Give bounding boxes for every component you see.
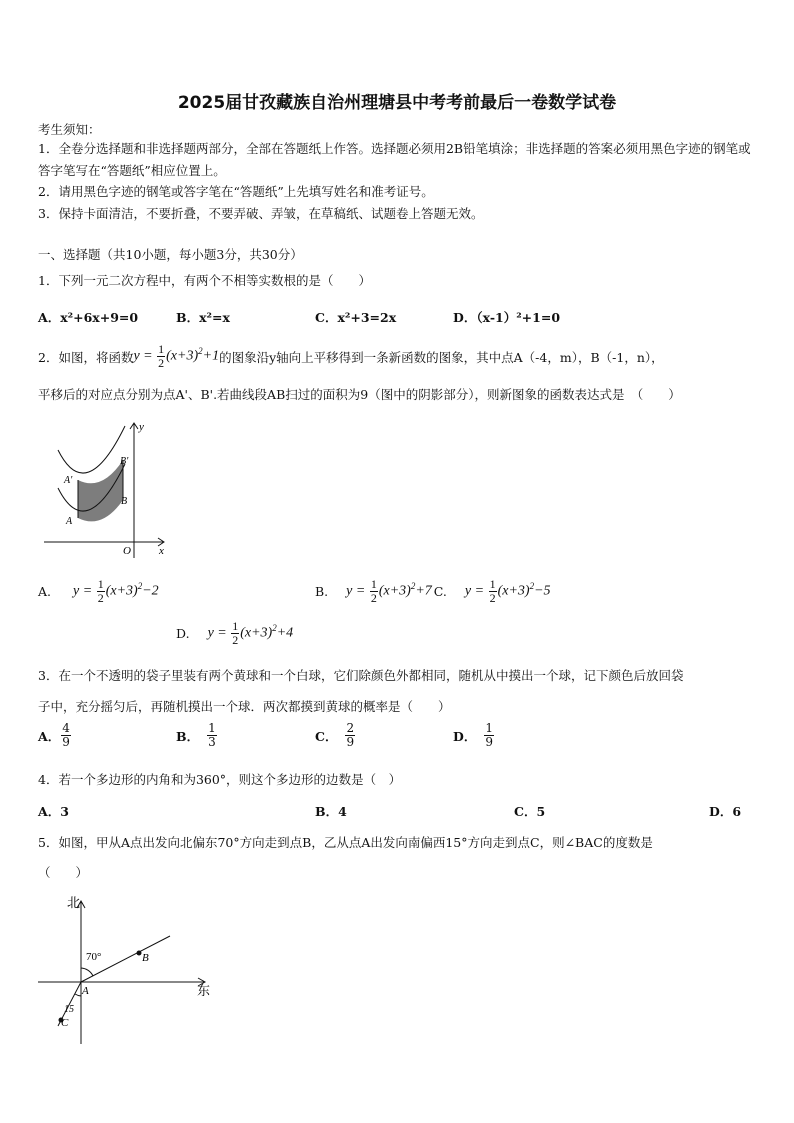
tail: +4 (276, 625, 294, 641)
frac-den: 2 (232, 633, 239, 647)
square-exponent: 2 (529, 581, 535, 592)
square-term: (x+3) (497, 583, 530, 599)
half-fraction (157, 343, 165, 370)
option-label: B． (176, 728, 200, 744)
section-heading: 一、选择题（共10小题，每小题3分，共30分） (38, 247, 303, 262)
frac-den: 3 (208, 735, 216, 749)
label-y: y (139, 421, 144, 433)
frac-num: 1 (489, 577, 496, 591)
label-b-prime: B' (120, 456, 129, 467)
notice-heading: 考生须知： (38, 122, 101, 137)
q2-stem-line2: 平移后的对应点分别为点A'、B'.若曲线段AB扫过的面积为9（图中的阴影部分），则新图象的函数表达式是 （ ） (38, 387, 681, 402)
frac-den: 2 (489, 591, 496, 605)
frac-num: 2 (346, 721, 355, 735)
frac-den: 9 (62, 735, 70, 749)
frac-num: 1 (370, 577, 377, 591)
label-origin: O (123, 545, 131, 557)
frac-den: 9 (485, 735, 493, 749)
q3-option-b (176, 722, 218, 749)
q4-stem: 4．若一个多边形的内角和为360°，则这个多边形的边数是（ ） (38, 772, 402, 787)
frac-num: 1 (208, 721, 216, 735)
option-expression (346, 578, 432, 605)
upper-parabola (58, 426, 125, 473)
q1-option-a: A．x²+6x+9=0 (38, 310, 139, 325)
square-exponent: 2 (198, 346, 203, 357)
square-term: (x+3) (240, 625, 273, 641)
option-c-expression (465, 578, 551, 605)
label-north: 北 (67, 895, 81, 910)
frac-den: 2 (97, 591, 104, 605)
option-fraction (484, 722, 494, 749)
angle-arc-15 (75, 994, 81, 996)
option-fraction (207, 722, 217, 749)
tail: −5 (534, 583, 551, 599)
label-c: C (61, 1017, 69, 1029)
square-exponent: 2 (137, 581, 143, 592)
q2-option-a (38, 578, 159, 605)
frac-den: 2 (158, 356, 165, 370)
square-term: (x+3) (105, 583, 138, 599)
notice-item-3: 3．保持卡面清洁，不要折叠，不要弄破、弄皱，在草稿纸、试题卷上答题无效。 (38, 206, 484, 221)
tail: +7 (415, 583, 432, 599)
label-east: 东 (197, 983, 211, 998)
frac-num: 1 (485, 721, 493, 735)
square-term: (x+3) (378, 583, 411, 599)
q2-stem (38, 343, 664, 370)
q1-option-c: C．x²+3=2x (315, 310, 397, 325)
option-label: A． (38, 728, 61, 744)
q2-function-expression (133, 343, 219, 370)
label-a-prime: A' (64, 475, 73, 486)
label-x: x (159, 545, 164, 557)
y-eq: y = (133, 348, 153, 364)
q2-stem-pre: 2．如图，将函数 (38, 349, 134, 365)
q4-option-a: A．3 (38, 804, 69, 819)
q3-stem-line2: 子中，充分摇匀后，再随机摸出一个球．两次都摸到黄球的概率是（ ） (38, 699, 451, 714)
y-eq: y = (346, 583, 366, 599)
page-title: 2025届甘孜藏族自治州理塘县中考考前最后一卷数学试卷 (177, 93, 617, 113)
half-fraction (370, 578, 378, 605)
tail: −2 (142, 583, 159, 599)
frac-num: 1 (232, 619, 239, 633)
q4-option-d: D．6 (709, 804, 742, 819)
y-eq: y = (464, 583, 485, 599)
frac-num: 1 (158, 342, 165, 356)
label-b: B (121, 496, 128, 507)
square-exponent: 2 (272, 623, 277, 634)
q3-option-a (38, 722, 72, 749)
point-b (137, 951, 142, 956)
label-b: B (142, 952, 149, 964)
q4-option-b: B．4 (315, 804, 347, 819)
notice-item-2: 2．请用黑色字迹的钢笔或答字笔在“答题纸”上先填写姓名和准考证号。 (38, 184, 434, 199)
q1-stem: 1．下列一元二次方程中，有两个不相等实数根的是（ ） (38, 273, 371, 288)
q2-option-d (176, 620, 293, 647)
shaded-region (78, 460, 123, 521)
q2-parabola-figure (38, 418, 178, 563)
option-expression (73, 578, 159, 605)
frac-num: 1 (97, 577, 104, 591)
option-fraction (61, 722, 71, 749)
q2-option-b (315, 578, 551, 605)
label-angle-15: 15 (64, 1004, 74, 1015)
q3-stem-line1: 3．在一个不透明的袋子里装有两个黄球和一个白球，它们除颜色外都相同，随机从中摸出一个球，记下颜色后放回袋 (38, 668, 684, 683)
half-fraction (97, 578, 105, 605)
option-label: A. (38, 584, 52, 599)
option-label: D. (176, 626, 190, 641)
y-eq: y = (207, 625, 227, 641)
angle-arc-70 (81, 968, 93, 976)
option-label: B. (315, 584, 329, 599)
half-fraction (231, 620, 239, 647)
q5-stem: 5．如图，甲从A点出发向北偏东70°方向走到点B，乙从点A出发向南偏西15°方向走到点C，则∠BAC的度数是 (38, 835, 653, 850)
q4-option-c: C．5 (514, 804, 546, 819)
option-expression (208, 620, 294, 647)
option-label: D． (453, 728, 477, 744)
label-angle-70: 70° (86, 951, 102, 963)
q3-option-c (315, 722, 356, 749)
q1-option-d: D．（x-1）²+1=0 (453, 310, 561, 325)
label-a: A (82, 985, 89, 997)
square-term: (x+3) (166, 348, 199, 364)
half-fraction (489, 578, 497, 605)
q5-stem-2: （ ） (38, 865, 89, 880)
notice-item-1: 1．全卷分选择题和非选择题两部分，全部在答题纸上作答。选择题必须用2B铅笔填涂；非选择题的答案必须用黑色字迹的钢笔或答字笔写在“答题纸”相应位置上。 (38, 141, 751, 178)
y-eq: y = (73, 583, 93, 599)
frac-den: 9 (346, 735, 355, 749)
label-a: A (66, 516, 73, 527)
frac-den: 2 (370, 591, 377, 605)
q5-direction-figure (34, 892, 224, 1052)
option-fraction (345, 722, 355, 749)
square-exponent: 2 (410, 581, 416, 592)
q1-option-b: B．x²=x (176, 310, 230, 325)
q3-option-d (453, 722, 495, 749)
q2-stem-post: 的图象沿y轴向上平移得到一条新函数的图象，其中点A（-4，m），B（-1，n）， (219, 349, 664, 365)
constant-term: +1 (202, 348, 220, 364)
option-c-label: C. (433, 584, 447, 599)
frac-num: 4 (62, 721, 70, 735)
option-label: C． (315, 728, 338, 744)
